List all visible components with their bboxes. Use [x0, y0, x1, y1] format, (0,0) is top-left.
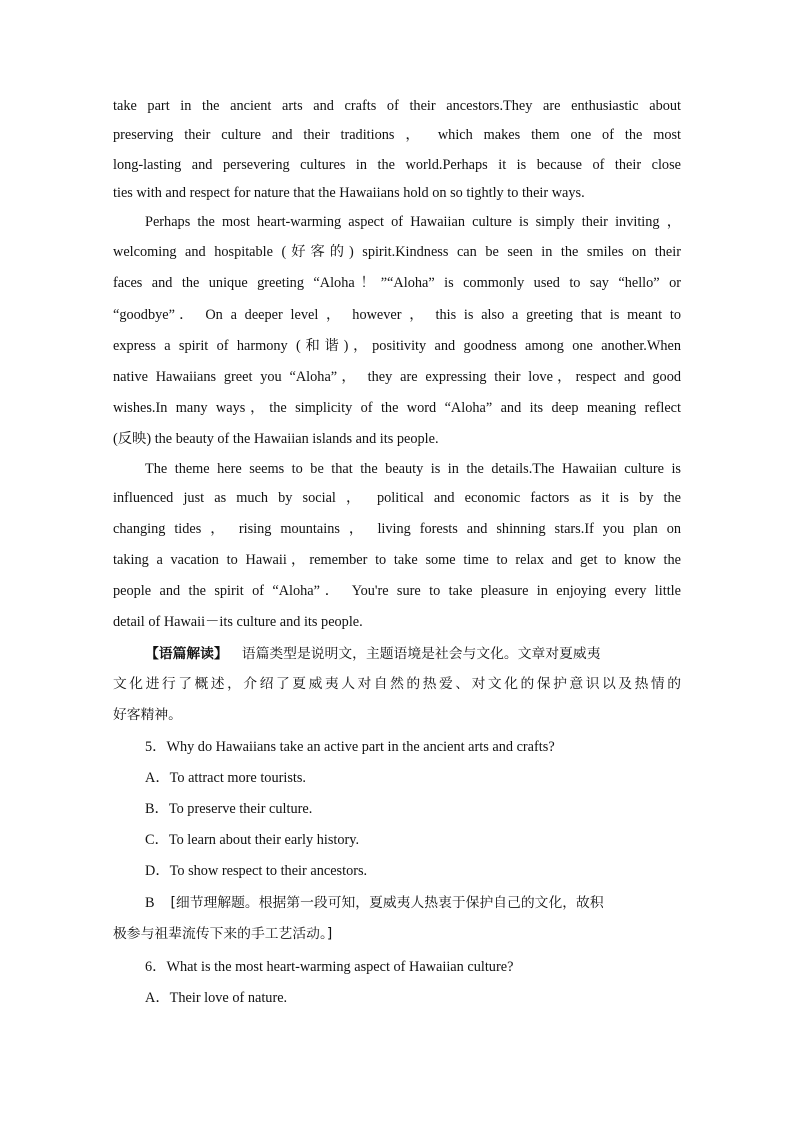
- analysis-line: 好客精神。: [113, 707, 182, 723]
- explanation-text: [细节理解题。根据第一段可知，夏威夷人热衷于保护自己的文化，故积: [170, 895, 604, 911]
- passage-line: changing tides ， rising mountains ， living forests and shinning stars.If you plan on: [113, 521, 681, 537]
- option-a: A．Their love of nature.: [145, 990, 288, 1006]
- analysis-first-line: [145, 644, 681, 664]
- passage-line: detail of Hawaii－its culture and its people.: [113, 614, 363, 630]
- option-c: C．To learn about their early history.: [145, 832, 360, 848]
- passage-line: influenced just as much by social ， political and economic factors as it is by the: [113, 490, 681, 506]
- analysis-label: 【语篇解读】: [145, 646, 228, 662]
- passage-line: welcoming and hospitable (好客的) spirit.Kindness can be seen in the smiles on their: [113, 244, 681, 260]
- explanation-line: 极参与祖辈流传下来的手工艺活动。]: [113, 926, 333, 942]
- answer-letter: B: [145, 895, 155, 911]
- passage-line: long-lasting and persevering cultures in the world.Perhaps it is because of their close: [113, 157, 681, 173]
- passage-line: taking a vacation to Hawaii，remember to take some time to relax and get to know the: [113, 552, 681, 568]
- option-d: D．To show respect to their ancestors.: [145, 863, 368, 879]
- passage-line: “goodbye”． On a deeper level ， however ， this is also a greeting that is meant to: [113, 307, 681, 323]
- passage-line: express a spirit of harmony (和谐)，positivity and goodness among one another.When: [113, 338, 681, 354]
- analysis-line: 文化进行了概述，介绍了夏威夷人对自然的热爱、对文化的保护意识以及热情的: [113, 676, 681, 692]
- passage-line: ties with and respect for nature that the Hawaiians hold on so tightly to their ways.: [113, 185, 585, 201]
- passage-line: The theme here seems to be that the beauty is in the details.The Hawaiian culture is: [145, 461, 681, 477]
- option-b: B．To preserve their culture.: [145, 801, 313, 817]
- analysis-text: 语篇类型是说明文，主题语境是社会与文化。文章对夏威夷: [241, 646, 601, 662]
- passage-line: Perhaps the most heart-warming aspect of Hawaiian culture is simply their inviting ，: [145, 214, 681, 230]
- question-stem: 5．Why do Hawaiians take an active part in the ancient arts and crafts?: [145, 739, 555, 755]
- option-a: A．To attract more tourists.: [145, 770, 306, 786]
- passage-line: (反映) the beauty of the Hawaiian islands and its people.: [113, 431, 439, 447]
- passage-line: wishes.In many ways，the simplicity of the word “Aloha” and its deep meaning reflect: [113, 400, 681, 416]
- passage-line: preserving their culture and their traditions ， which makes them one of the most: [113, 127, 681, 143]
- passage-line: faces and the unique greeting “Aloha！”“Aloha” is commonly used to say “hello” or: [113, 275, 681, 291]
- passage-line: take part in the ancient arts and crafts of their ancestors.They are enthusiastic about: [113, 98, 681, 114]
- question-stem: 6．What is the most heart-warming aspect of Hawaiian culture?: [145, 959, 514, 975]
- passage-line: people and the spirit of “Aloha”． You're sure to take pleasure in enjoying every little: [113, 583, 681, 599]
- passage-line: native Hawaiians greet you “Aloha”， they are expressing their love，respect and good: [113, 369, 681, 385]
- answer-explanation: [145, 893, 681, 913]
